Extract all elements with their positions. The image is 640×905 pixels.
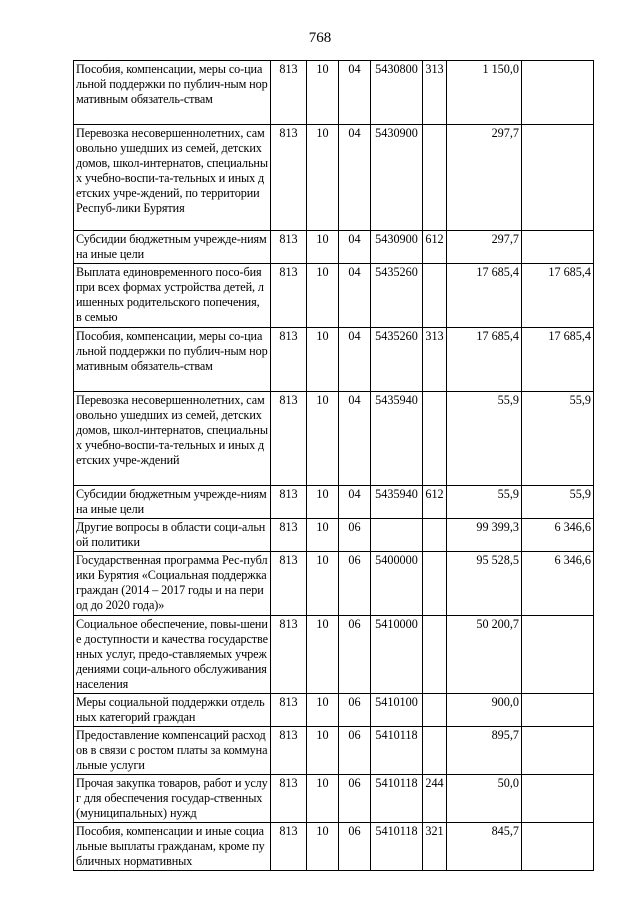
ministry-code: 813 <box>271 552 307 616</box>
expense-type-code <box>423 264 447 328</box>
item-name: Предоставление компенсаций расходов в связи с ростом платы за коммунальные услуги <box>74 727 271 775</box>
section-code: 10 <box>307 727 339 775</box>
section-code: 10 <box>307 125 339 231</box>
target-code: 5435260 <box>371 328 423 392</box>
section-code: 10 <box>307 61 339 125</box>
amount-subvention <box>522 694 594 727</box>
amount-subvention <box>522 125 594 231</box>
subsection-code: 04 <box>339 486 371 519</box>
section-code: 10 <box>307 328 339 392</box>
amount-subvention <box>522 823 594 871</box>
amount-subvention: 6 346,6 <box>522 552 594 616</box>
amount-subvention: 55,9 <box>522 392 594 486</box>
item-name: Социальное обеспечение, повы-шение доступности и качества государственных услуг, предо-ставляемых учреждениями соци-ального обслуживания населения <box>74 616 271 694</box>
section-code: 10 <box>307 775 339 823</box>
amount: 845,7 <box>447 823 522 871</box>
table-row <box>74 775 594 823</box>
target-code: 5410000 <box>371 616 423 694</box>
table-row <box>74 125 594 231</box>
section-code: 10 <box>307 616 339 694</box>
amount: 50 200,7 <box>447 616 522 694</box>
amount: 95 528,5 <box>447 552 522 616</box>
table-row <box>74 61 594 125</box>
amount-subvention <box>522 61 594 125</box>
section-code: 10 <box>307 823 339 871</box>
amount-subvention: 17 685,4 <box>522 264 594 328</box>
amount-subvention <box>522 616 594 694</box>
ministry-code: 813 <box>271 775 307 823</box>
expense-type-code: 244 <box>423 775 447 823</box>
expense-type-code: 313 <box>423 61 447 125</box>
ministry-code: 813 <box>271 328 307 392</box>
target-code: 5410118 <box>371 823 423 871</box>
subsection-code: 06 <box>339 552 371 616</box>
ministry-code: 813 <box>271 392 307 486</box>
expense-type-code <box>423 519 447 552</box>
item-name: Другие вопросы в области соци-альной политики <box>74 519 271 552</box>
amount: 99 399,3 <box>447 519 522 552</box>
ministry-code: 813 <box>271 727 307 775</box>
subsection-code: 06 <box>339 727 371 775</box>
amount: 1 150,0 <box>447 61 522 125</box>
table-row <box>74 519 594 552</box>
table-row <box>74 727 594 775</box>
ministry-code: 813 <box>271 616 307 694</box>
amount-subvention: 17 685,4 <box>522 328 594 392</box>
page-number: 768 <box>308 30 332 46</box>
table-row <box>74 264 594 328</box>
table-row <box>74 823 594 871</box>
amount: 895,7 <box>447 727 522 775</box>
subsection-code: 04 <box>339 264 371 328</box>
table-row <box>74 616 594 694</box>
item-name: Перевозка несовершеннолетних, самовольно ушедших из семей, детских домов, школ-интернатов, специальных учебно-воспи-та-тельных и иных детских учре-ждений, по территории Респуб-лики Бурятия <box>74 125 271 231</box>
section-code: 10 <box>307 519 339 552</box>
subsection-code: 04 <box>339 125 371 231</box>
subsection-code: 06 <box>339 775 371 823</box>
expense-type-code: 321 <box>423 823 447 871</box>
item-name: Пособия, компенсации, меры со-циальной поддержки по публич-ным нормативным обязатель-ствам <box>74 328 271 392</box>
item-name: Пособия, компенсации и иные социальные выплаты гражданам, кроме публичных нормативных <box>74 823 271 871</box>
amount-subvention: 6 346,6 <box>522 519 594 552</box>
ministry-code: 813 <box>271 823 307 871</box>
section-code: 10 <box>307 552 339 616</box>
target-code: 5410118 <box>371 775 423 823</box>
table-row <box>74 328 594 392</box>
ministry-code: 813 <box>271 231 307 264</box>
amount: 17 685,4 <box>447 328 522 392</box>
item-name: Выплата единовременного посо-бия при всех формах устройства детей, лишенных родительского попечения, в семью <box>74 264 271 328</box>
amount-subvention: 55,9 <box>522 486 594 519</box>
target-code: 5430900 <box>371 125 423 231</box>
section-code: 10 <box>307 486 339 519</box>
target-code: 5430800 <box>371 61 423 125</box>
expense-type-code <box>423 125 447 231</box>
amount: 17 685,4 <box>447 264 522 328</box>
table-row <box>74 552 594 616</box>
subsection-code: 06 <box>339 519 371 552</box>
target-code: 5435940 <box>371 392 423 486</box>
item-name: Субсидии бюджетным учрежде-ниям на иные цели <box>74 486 271 519</box>
section-code: 10 <box>307 392 339 486</box>
table-row <box>74 694 594 727</box>
target-code <box>371 519 423 552</box>
subsection-code: 06 <box>339 616 371 694</box>
amount: 297,7 <box>447 231 522 264</box>
expense-type-code <box>423 552 447 616</box>
amount-subvention <box>522 775 594 823</box>
ministry-code: 813 <box>271 694 307 727</box>
amount: 297,7 <box>447 125 522 231</box>
expense-type-code <box>423 694 447 727</box>
ministry-code: 813 <box>271 61 307 125</box>
ministry-code: 813 <box>271 264 307 328</box>
subsection-code: 04 <box>339 392 371 486</box>
table-row <box>74 486 594 519</box>
amount: 55,9 <box>447 392 522 486</box>
subsection-code: 06 <box>339 694 371 727</box>
expense-type-code: 313 <box>423 328 447 392</box>
target-code: 5430900 <box>371 231 423 264</box>
section-code: 10 <box>307 694 339 727</box>
expense-type-code: 612 <box>423 486 447 519</box>
section-code: 10 <box>307 231 339 264</box>
item-name: Меры социальной поддержки отдельных категорий граждан <box>74 694 271 727</box>
item-name: Перевозка несовершеннолетних, самовольно ушедших из семей, детских домов, школ-интернатов, специальных учебно-воспи-та-тельных и иных детских учре-ждений <box>74 392 271 486</box>
amount-subvention <box>522 727 594 775</box>
target-code: 5410100 <box>371 694 423 727</box>
target-code: 5410118 <box>371 727 423 775</box>
table-row <box>74 392 594 486</box>
amount: 50,0 <box>447 775 522 823</box>
subsection-code: 04 <box>339 328 371 392</box>
expense-type-code <box>423 727 447 775</box>
item-name: Субсидии бюджетным учрежде-ниям на иные цели <box>74 231 271 264</box>
subsection-code: 04 <box>339 231 371 264</box>
section-code: 10 <box>307 264 339 328</box>
item-name: Государственная программа Рес-публики Бурятия «Социальная поддержка граждан (2014 – 2017 годы и на период до 2020 года)» <box>74 552 271 616</box>
expense-type-code <box>423 392 447 486</box>
item-name: Пособия, компенсации, меры со-циальной поддержки по публич-ным нормативным обязатель-ствам <box>74 61 271 125</box>
amount: 900,0 <box>447 694 522 727</box>
table-row <box>74 231 594 264</box>
budget-table <box>73 60 594 871</box>
amount: 55,9 <box>447 486 522 519</box>
ministry-code: 813 <box>271 519 307 552</box>
item-name: Прочая закупка товаров, работ и услуг для обеспечения государ-ственных (муниципальных) нужд <box>74 775 271 823</box>
target-code: 5435260 <box>371 264 423 328</box>
subsection-code: 04 <box>339 61 371 125</box>
ministry-code: 813 <box>271 486 307 519</box>
budget-table-body <box>74 61 594 871</box>
expense-type-code: 612 <box>423 231 447 264</box>
target-code: 5400000 <box>371 552 423 616</box>
target-code: 5435940 <box>371 486 423 519</box>
ministry-code: 813 <box>271 125 307 231</box>
expense-type-code <box>423 616 447 694</box>
subsection-code: 06 <box>339 823 371 871</box>
amount-subvention <box>522 231 594 264</box>
